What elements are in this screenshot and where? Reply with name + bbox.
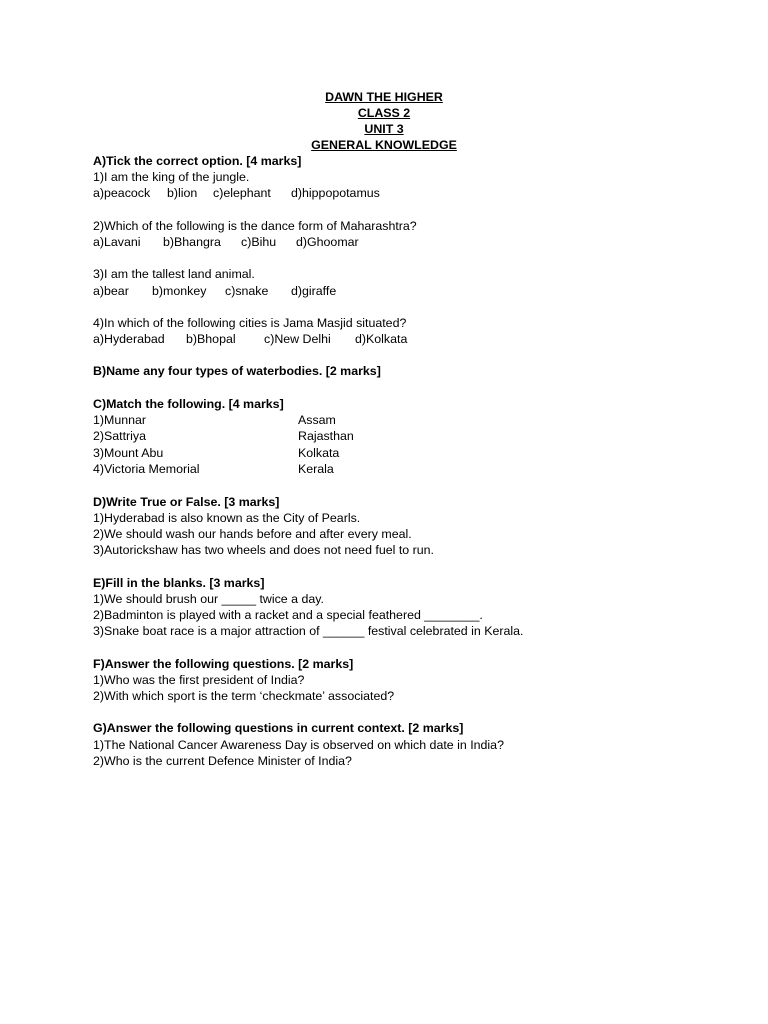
option: c)snake <box>225 283 269 298</box>
option: d)giraffe <box>291 283 337 298</box>
fill-blank-item: 3)Snake boat race is a major attraction of ______ festival celebrated in Kerala. <box>93 624 524 639</box>
unit-label: UNIT 3 <box>364 122 404 136</box>
option: b)Bhangra <box>163 234 221 249</box>
options-a3 <box>93 283 733 299</box>
match-row <box>93 461 733 477</box>
question-a4: 4)In which of the following cities is Jama Masjid situated? <box>93 315 407 330</box>
match-left-item: 2)Sattriya <box>93 429 147 444</box>
section-f-heading: F)Answer the following questions. [2 marks] <box>93 656 354 671</box>
match-right-item: Assam <box>298 413 336 427</box>
worksheet-content <box>93 153 733 769</box>
option: d)hippopotamus <box>291 186 380 201</box>
match-right-item: Kerala <box>298 462 334 477</box>
option: b)Bhopal <box>186 332 236 347</box>
true-false-item: 2)We should wash our hands before and after every meal. <box>93 527 412 542</box>
section-c-heading: C)Match the following. [4 marks] <box>93 396 284 411</box>
match-left-item: 1)Munnar <box>93 413 147 427</box>
match-right-item: Kolkata <box>298 445 340 460</box>
option: c)New Delhi <box>264 332 331 347</box>
option: b)monkey <box>152 283 207 298</box>
match-row <box>93 412 733 428</box>
option: d)Ghoomar <box>296 234 359 249</box>
options-a4 <box>93 331 733 347</box>
question-item: 1)The National Cancer Awareness Day is observed on which date in India? <box>93 737 504 752</box>
subject-title: GENERAL KNOWLEDGE <box>311 138 457 152</box>
match-left-item: 3)Mount Abu <box>93 445 164 460</box>
true-false-item: 1)Hyderabad is also known as the City of Pearls. <box>93 510 361 525</box>
question-a1: 1)I am the king of the jungle. <box>93 170 250 185</box>
match-row <box>93 445 733 461</box>
question-a2: 2)Which of the following is the dance form of Maharashtra? <box>93 218 417 233</box>
true-false-item: 3)Autorickshaw has two wheels and does not need fuel to run. <box>93 543 434 558</box>
match-left-item: 4)Victoria Memorial <box>93 462 200 477</box>
match-row <box>93 428 733 444</box>
option: c)Bihu <box>241 234 277 249</box>
option: a)bear <box>93 283 129 298</box>
option: d)Kolkata <box>355 332 408 347</box>
section-b-heading: B)Name any four types of waterbodies. [2 marks] <box>93 364 381 379</box>
option: a)Lavani <box>93 234 141 249</box>
section-a-heading: A)Tick the correct option. [4 marks] <box>93 154 302 168</box>
school-name: DAWN THE HIGHER <box>325 90 443 104</box>
match-right-item: Rajasthan <box>298 429 354 444</box>
fill-blank-item: 1)We should brush our _____ twice a day. <box>93 591 324 606</box>
section-d-heading: D)Write True or False. [3 marks] <box>93 494 280 509</box>
question-a3: 3)I am the tallest land animal. <box>93 267 255 282</box>
option: b)lion <box>167 186 198 201</box>
option: a)Hyderabad <box>93 332 165 347</box>
option: a)peacock <box>93 186 151 201</box>
class-label: CLASS 2 <box>357 106 411 120</box>
section-e-heading: E)Fill in the blanks. [3 marks] <box>93 575 265 590</box>
options-a1 <box>93 185 733 201</box>
options-a2 <box>93 234 733 250</box>
section-g-heading: G)Answer the following questions in current context. [2 marks] <box>93 721 464 736</box>
fill-blank-item: 2)Badminton is played with a racket and a special feathered ________. <box>93 608 483 623</box>
question-item: 1)Who was the first president of India? <box>93 672 305 687</box>
option: c)elephant <box>213 186 271 201</box>
question-item: 2)Who is the current Defence Minister of India? <box>93 753 352 768</box>
worksheet-header <box>0 89 768 153</box>
question-item: 2)With which sport is the term ‘checkmate’ associated? <box>93 689 395 703</box>
